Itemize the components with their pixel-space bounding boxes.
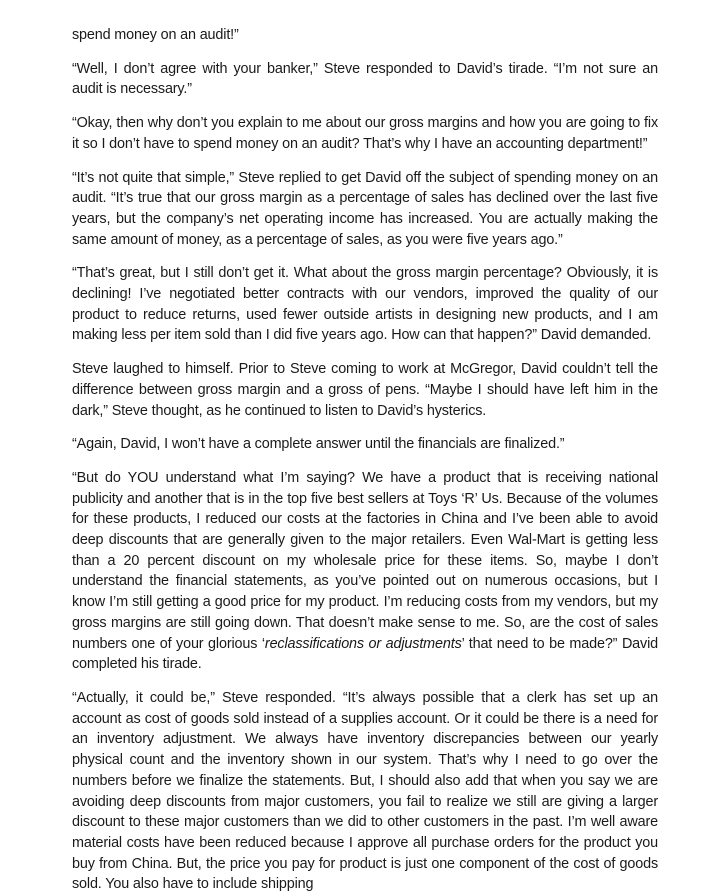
paragraph-1 [72, 25, 658, 46]
paragraph-8-text-b: ’ that need to be made?” David completed his tirade. [72, 635, 658, 673]
paragraph-6 [72, 359, 658, 421]
paragraph-8 [72, 468, 658, 675]
paragraph-5 [72, 263, 658, 346]
paragraph-8-italic-phrase: reclassifications or adjustments [264, 635, 462, 652]
paragraph-6-text: Steve laughed to himself. Prior to Steve coming to work at McGregor, David couldn’t tell the difference between gross margin and a gross of pens. “Maybe I should have left him in the dark,” Steve thought, as he continued to listen to David’s hysterics. [72, 361, 658, 419]
paragraph-3-text: “Okay, then why don’t you explain to me about our gross margins and how you are going to fix it so I don’t have to spend money on an audit? That’s why I have an accounting department!” [72, 115, 658, 152]
paragraph-4 [72, 168, 658, 251]
paragraph-3 [72, 113, 658, 154]
paragraph-4-text: “It’s not quite that simple,” Steve replied to get David off the subject of spending money on an audit. “It’s true that our gross margin as a percentage of sales has declined over the last five years, but the company’s net operating income has increased. You are actually making the same amount of money, as a percentage of sales, as you were five years ago.” [72, 169, 658, 248]
paragraph-7 [72, 434, 658, 455]
paragraph-9-text: “Actually, it could be,” Steve responded. “It’s always possible that a clerk has set up an account as cost of goods sold instead of a supplies account. Or it could be there is a need for an inventory adjustment. We always have inventory discrepancies between our yearly physical count and the inventory shown in our system. That’s why I need to go over the numbers before we finalize the statements. But, I should also add that when you say we are avoiding deep discounts from major customers, you fail to realize we still are giving a larger discount to these major customers than we did to other customers in the past. I’m well aware material costs have been reduced because I approve all purchase orders for the product you buy from China. But, the price you pay for product is just one component of the cost of goods sold. You also have to include shipping [72, 689, 658, 893]
body-text [72, 25, 658, 895]
paragraph-8-text-a: “But do YOU understand what I’m saying? We have a product that is receiving national publicity and another that is in the top five best sellers at Toys ‘R’ Us. Because of the volumes for these products, I reduced our costs at the factories in China and I’ve been able to avoid deep discounts that are generally given to the major retailers. Even Wal-Mart is getting less than a 20 percent discount on my wholesale price for these items. So, maybe I don’t understand the financial statements, as you’ve pointed out on numerous occasions, but I know I’m still getting a good price for my product. I’m reducing costs from my vendors, but my gross margins are still going down. That doesn’t make sense to me. So, are the cost of sales numbers one of your glorious ‘ [72, 469, 658, 652]
paragraph-9 [72, 688, 658, 895]
paragraph-2 [72, 59, 658, 100]
paragraph-1-text: spend money on an audit!” [72, 27, 239, 43]
paragraph-5-text: “That’s great, but I still don’t get it. What about the gross margin percentage? Obviously, it is declining! I’ve negotiated better contracts with our vendors, improved the quality of our product to reduce returns, used fewer outside artists in designing new products, and I am making less per item sold than I did five years ago. How can that happen?” David demanded. [72, 265, 658, 344]
paragraph-2-text: “Well, I don’t agree with your banker,” Steve responded to David’s tirade. “I’m not sure an audit is necessary.” [72, 60, 658, 98]
paragraph-7-text: “Again, David, I won’t have a complete answer until the financials are finalized.” [72, 436, 565, 453]
